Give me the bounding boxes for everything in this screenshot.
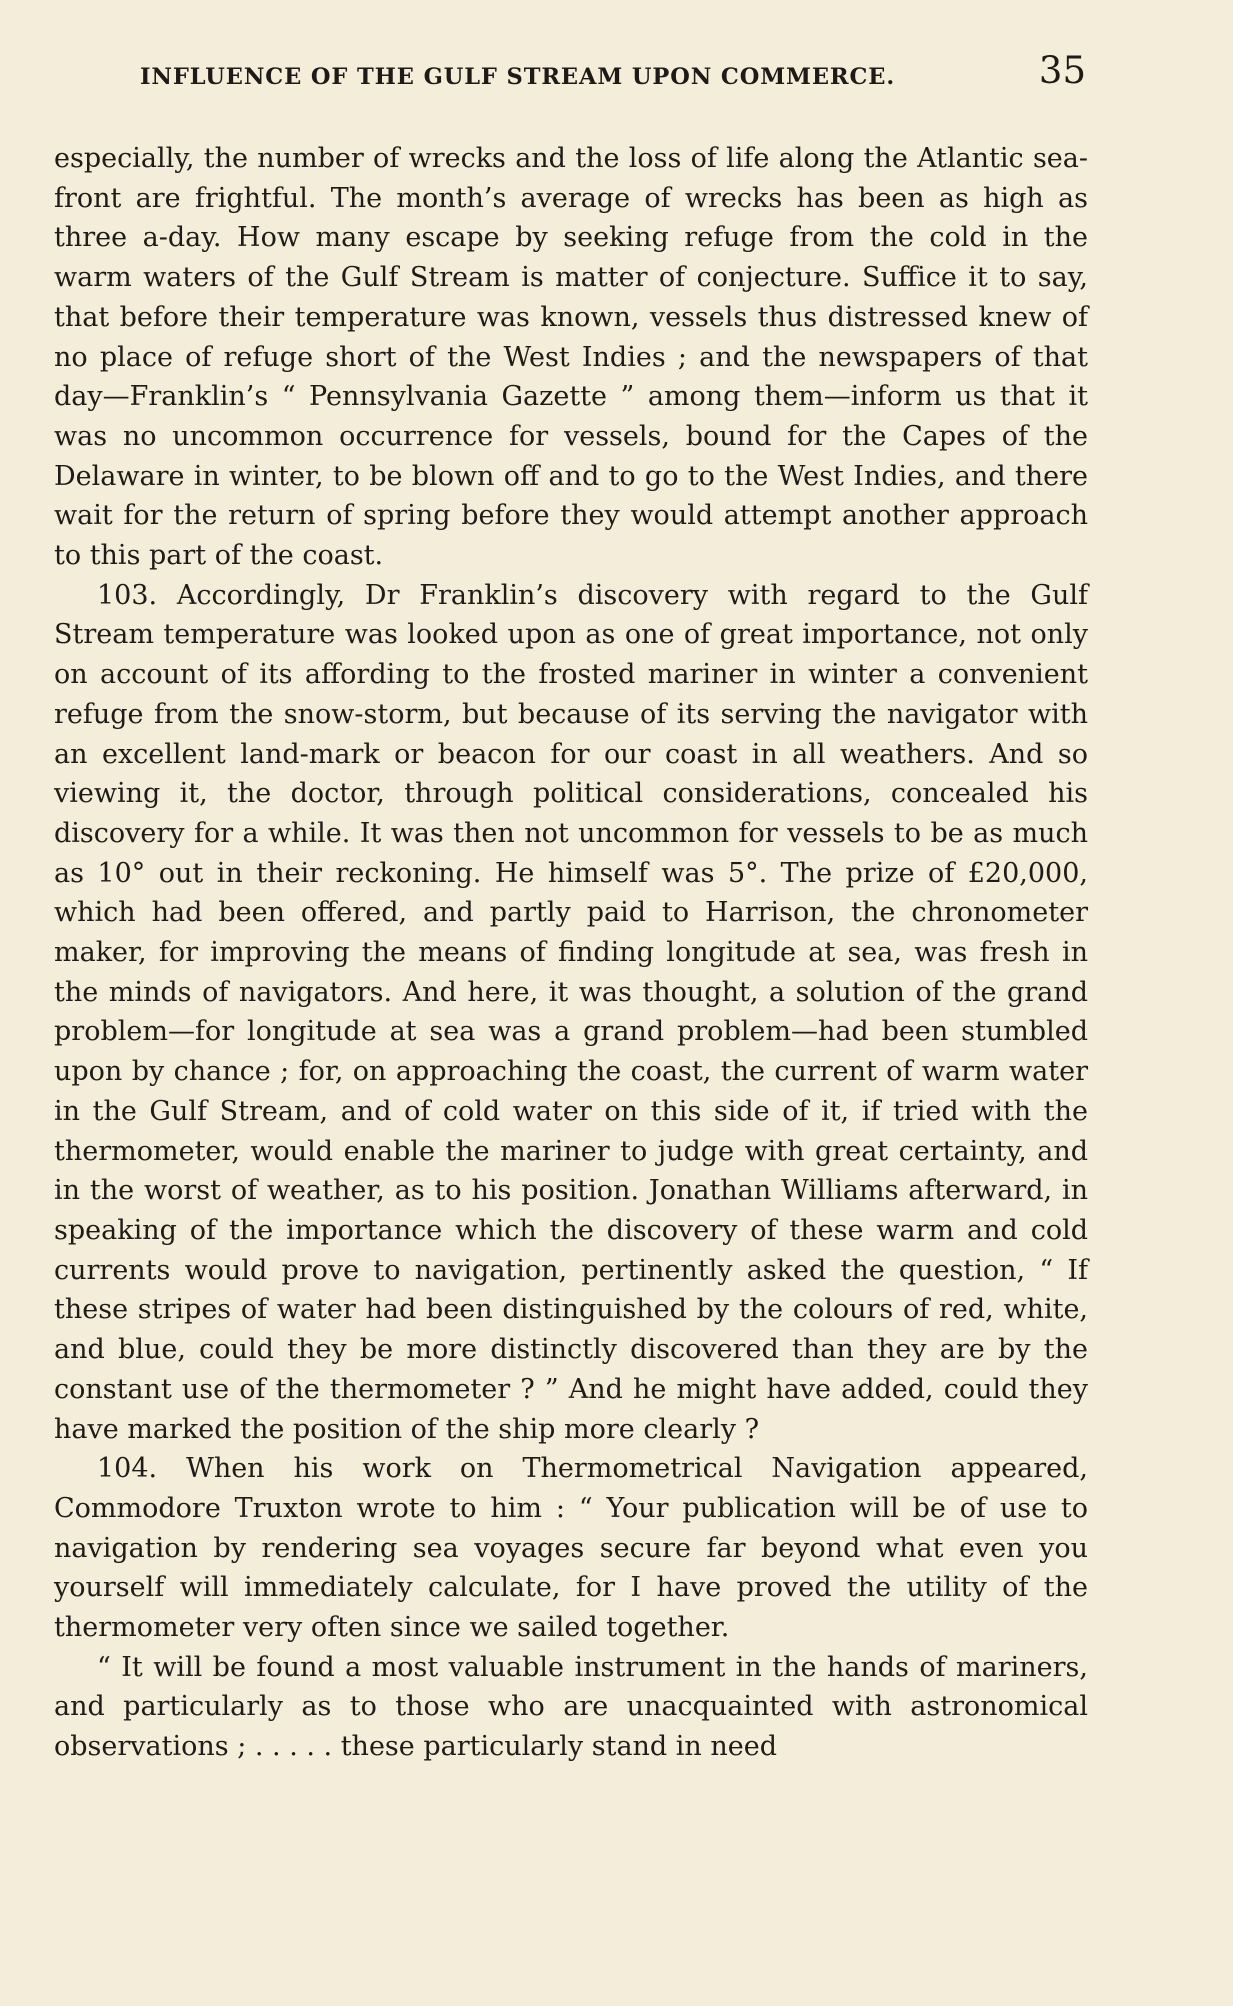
page-number: 35 bbox=[1038, 49, 1086, 92]
paragraph-104: 104. When his work on Thermometrical Navigation appeared, Commodore Truxton wrote to him : “ Your publication will be of use to navigation by rendering sea voyages secure far beyond what even you yourself will immediately calculate, for I have proved the utility of the thermometer very often since we sailed together. bbox=[54, 1453, 1088, 1644]
paragraph-quotation: “ It will be found a most valuable instrument in the hands of mariners, and particularly as to those who are unacquainted with astronomical observations ; . . . . . these particularly stand in need bbox=[54, 1651, 1088, 1763]
paragraph-103: 103. Accordingly, Dr Franklin’s discovery with regard to the Gulf Stream temperature was looked upon as one of great importance, not only on account of its affording to the frosted mariner in winter a convenient refuge from the snow-storm, but because of its serving the navigator with an excellent land-mark or beacon for our coast in all weathers. And so viewing it, the doctor, through political considerations, concealed his discovery for a while. It was then not uncommon for vessels to be as much as 10° out in their reckoning. He himself was 5°. The prize of £20,000, which had been offered, and partly paid to Harrison, the chronometer maker, for improving the means of finding longitude at sea, was fresh in the minds of navigators. And here, it was thought, a solution of the grand problem—for longitude at sea was a grand problem—had been stumbled upon by chance ; for, on approaching the coast, the current of warm water in the Gulf Stream, and of cold water on this side of it, if tried with the thermometer, would enable the mariner to judge with great certainty, and in the worst of weather, as to his position. Jonathan Williams afterward, in speaking of the importance which the discovery of these warm and cold currents would prove to navigation, pertinently asked the question, “ If these stripes of water had been distinguished by the colours of red, white, and blue, could they be more distinctly discovered than they are by the constant use of the thermometer ? ” And he might have added, could they have marked the position of the ship more clearly ? bbox=[54, 579, 1088, 1445]
page-header bbox=[140, 49, 1086, 102]
running-head: INFLUENCE OF THE GULF STREAM UPON COMMERCE. bbox=[140, 64, 896, 90]
body-text bbox=[54, 139, 1088, 1767]
paragraph-continuation: especially, the number of wrecks and the loss of life along the Atlantic sea-front are frightful. The month’s average of wrecks has been as high as three a-day. How many escape by seeking refuge from the cold in the warm waters of the Gulf Stream is matter of conjecture. Suffice it to say, that before their temperature was known, vessels thus distressed knew of no place of refuge short of the West Indies ; and the newspapers of that day—Franklin’s “ Pennsylvania Gazette ” among them—inform us that it was no uncommon occurrence for vessels, bound for the Capes of the Delaware in winter, to be blown off and to go to the West Indies, and there wait for the return of spring before they would attempt another approach to this part of the coast. bbox=[54, 143, 1088, 572]
